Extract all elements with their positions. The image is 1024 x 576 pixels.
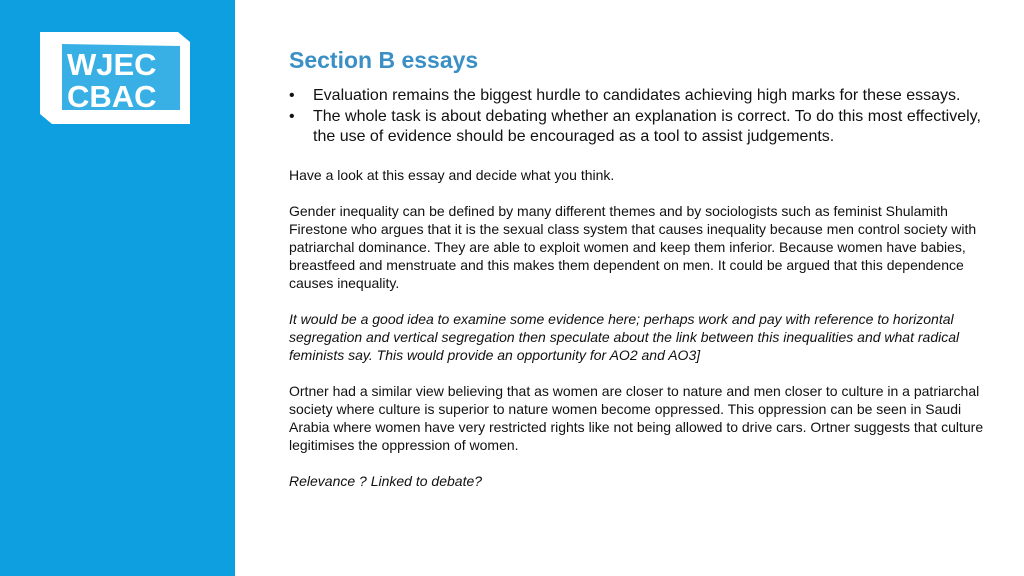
logo-text-cbac: CBAC <box>67 79 157 114</box>
wjec-cbac-logo <box>40 32 190 124</box>
essay-paragraph-1: Gender inequality can be defined by many different themes and by sociologists such as feminist Shulamith Firestone who argues that it is the sexual class system that causes inequality because men control society with patriarchal dominance. They are able to exploit women and keep them inferior. Because women have babies, breastfeed and menstruate and this makes them dependent on men. It could be argued that this dependence causes inequality. <box>289 202 977 291</box>
logo-text-wjec: WJEC <box>67 47 157 82</box>
bullet-dot-icon: • <box>289 87 295 104</box>
slide-title: Section B essays <box>289 47 479 73</box>
teacher-comment-1: It would be a good idea to examine some evidence here; perhaps work and pay with reference to horizontal segregation and vertical segregation then speculate about the link between this inequalities and what radical feminists say. This would provide an opportunity for AO2 and AO3] <box>289 310 960 363</box>
bullet-list <box>289 86 989 148</box>
bullet-dot-icon: • <box>289 107 295 125</box>
teacher-comment-2: Relevance ? Linked to debate? <box>289 472 483 489</box>
essay-paragraph-2: Ortner had a similar view believing that as women are closer to nature and men closer to culture in a patriarchal society where culture is superior to nature women become oppressed. This oppression can be seen in Saudi Arabia where women have very restricted rights like not being allowed to drive cars. Ortner suggests that culture legitimises the oppression of women. <box>289 382 984 453</box>
bullet-item <box>289 107 989 148</box>
bullet-text: The whole task is about debating whether an explanation is correct. To do this most effectively, the use of evidence should be encouraged as a tool to assist judgements. <box>313 107 981 145</box>
slide-content <box>289 44 989 490</box>
intro-text: Have a look at this essay and decide what you think. <box>289 166 615 183</box>
bullet-item <box>289 86 989 107</box>
sidebar <box>0 0 235 576</box>
bullet-text: Evaluation remains the biggest hurdle to candidates achieving high marks for these essays. <box>313 87 961 104</box>
